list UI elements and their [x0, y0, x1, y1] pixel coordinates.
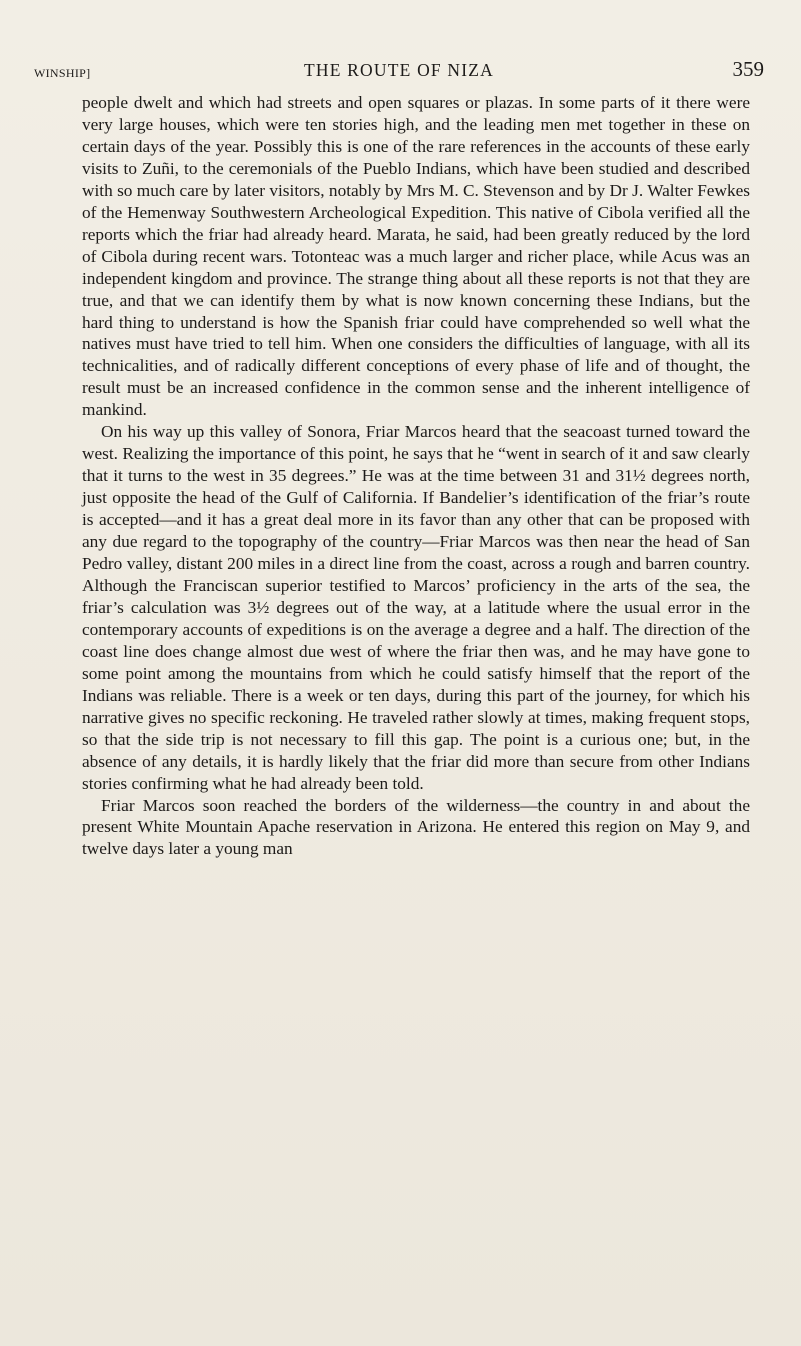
page-number: 359 [732, 57, 764, 81]
running-head-title: THE ROUTE OF NIZA [303, 60, 495, 80]
running-head [34, 56, 764, 88]
body-text [82, 92, 750, 860]
running-head-author: WINSHIP] [34, 66, 91, 80]
paragraph: people dwelt and which had streets and open squares or plazas. In some parts of it there were very large houses, which were ten stories high, and the leading men met together in these on certain days of the year. Possibly this is one of the rare references in the accounts of these early visits to Zuñi, to the ceremonials of the Pueblo Indians, which have been studied and described with so much care by later visitors, notably by Mrs M. C. Stevenson and by Dr J. Walter Fewkes of the Hemenway Southwestern Archeological Expedition. This native of Cibola verified all the reports which the friar had already heard. Marata, he said, had been greatly reduced by the lord of Cibola during recent wars. Totonteac was a much larger and richer place, while Acus was an independent kingdom and province. The strange thing about all these reports is not that they are true, and that we can identify them by what is now known concerning these Indians, but the hard thing to understand is how the Spanish friar could have comprehended so well what the natives must have tried to tell him. When one considers the difficulties of language, with all its technicalities, and of radically different conceptions of every phase of life and of thought, the result must be an increased confidence in the common sense and the inherent intelligence of mankind. [82, 93, 750, 420]
paragraph: Friar Marcos soon reached the borders of the wilderness—the country in and about the present White Mountain Apache reservation in Arizona. He entered this region on May 9, and twelve days later a young man [82, 795, 750, 859]
paragraph: On his way up this valley of Sonora, Friar Marcos heard that the seacoast turned toward the west. Realizing the importance of this point, he says that he “went in search of it and saw clearly that it turns to the west in 35 degrees.” He was at the time between 31 and 31½ degrees north, just opposite the head of the Gulf of California. If Bandelier’s identification of the friar’s route is accepted—and it has a great deal more in its favor than any other that can be proposed with any due regard to the topography of the country—Friar Marcos was then near the head of San Pedro valley, distant 200 miles in a direct line from the coast, across a rough and barren country. Although the Franciscan superior testified to Marcos’ proficiency in the arts of the sea, the friar’s calculation was 3½ degrees out of the way, at a latitude where the usual error in the contemporary accounts of expeditions is on the average a degree and a half. The direction of the coast line does change almost due west of where the friar then was, and he may have gone to some point among the mountains from which he could satisfy himself that the report of the Indians was reliable. There is a week or ten days, during this part of the journey, for which his narrative gives no specific reckoning. He traveled rather slowly at times, making frequent stops, so that the side trip is not necessary to fill this gap. The point is a curious one; but, in the absence of any details, it is hardly likely that the friar did more than secure from other Indians stories confirming what he had already been told. [82, 422, 751, 793]
